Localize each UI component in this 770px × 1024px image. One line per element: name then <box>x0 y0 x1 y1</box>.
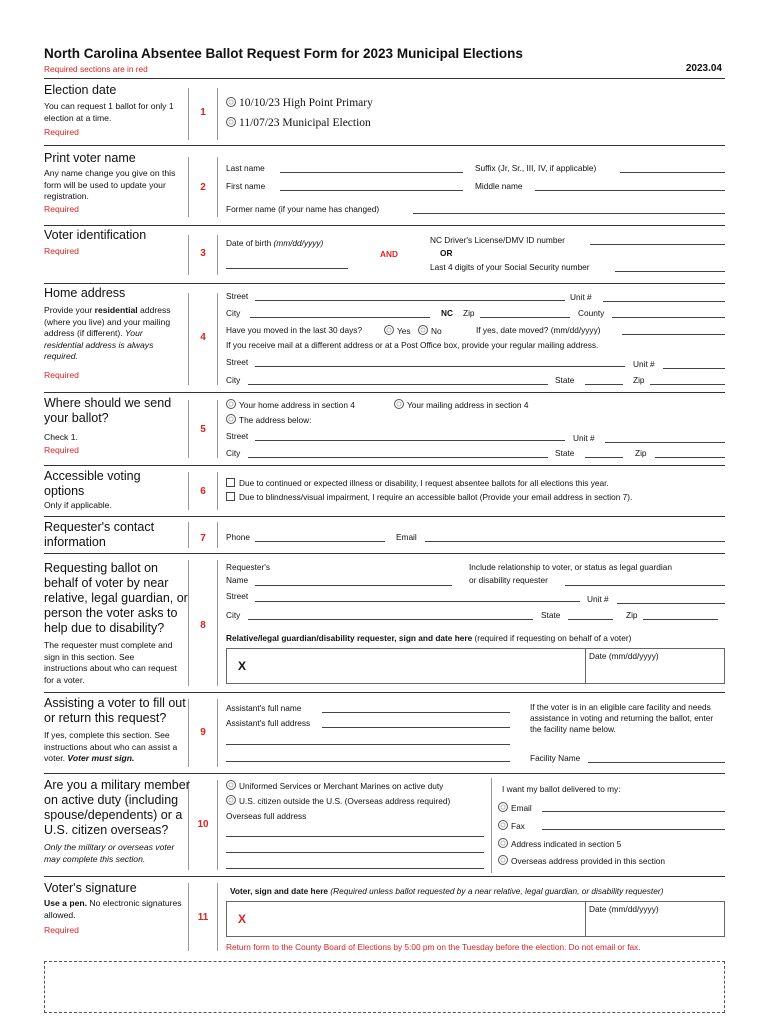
mailing-unit-field[interactable] <box>663 368 725 369</box>
radio-icon <box>226 97 236 107</box>
required-label: Required <box>44 925 79 935</box>
section-description: Only the military or overseas voter may complete this section. <box>44 842 175 864</box>
divider <box>44 516 725 517</box>
zip-field[interactable] <box>643 619 718 620</box>
radio-icon <box>226 414 236 424</box>
city-label: City <box>226 610 241 620</box>
section-title: Voter identification <box>44 228 147 242</box>
mailing-zip-label: Zip <box>633 375 645 385</box>
deliver-overseas-option[interactable]: Overseas address provided in this section <box>498 855 665 867</box>
unit-label: Unit # <box>570 292 592 302</box>
city-field[interactable] <box>248 619 533 620</box>
deliver-email-field[interactable] <box>542 811 725 812</box>
section-number: 7 <box>200 533 206 544</box>
radio-icon <box>498 838 508 848</box>
radio-icon <box>226 399 236 409</box>
signature-x: X <box>238 659 247 673</box>
state-field[interactable] <box>585 457 623 458</box>
election-option-2[interactable] <box>226 117 371 129</box>
zip-label: Zip <box>626 610 638 620</box>
divider <box>44 78 725 79</box>
send-mailing-option[interactable]: Your mailing address in section 4 <box>394 399 528 411</box>
divider <box>44 225 725 226</box>
section-number: 4 <box>200 332 206 343</box>
section-number: 11 <box>197 912 209 923</box>
overseas-address-field-3[interactable] <box>226 868 484 869</box>
section-title: Requester's contact information <box>44 520 155 549</box>
assistant-address-field-2[interactable] <box>226 744 510 745</box>
first-name-label: First name <box>226 181 266 191</box>
section-description: Only if applicable. <box>44 500 112 510</box>
section-title: Print voter name <box>44 151 136 165</box>
email-field[interactable] <box>425 541 725 542</box>
date-label: Date (mm/dd/yyyy) <box>589 904 659 914</box>
street-label: Street <box>226 431 249 441</box>
deliver-fax-option[interactable]: Fax <box>498 820 525 832</box>
divider <box>44 876 725 877</box>
facility-field[interactable] <box>588 762 725 763</box>
unit-label: Unit # <box>573 433 595 443</box>
checkbox-icon <box>226 492 235 501</box>
option-label: 10/10/23 High Point Primary <box>239 97 373 109</box>
former-name-label: Former name (if your name has changed) <box>226 204 380 214</box>
mailing-city-label: City <box>226 375 241 385</box>
radio-icon <box>226 117 236 127</box>
unit-field[interactable] <box>617 603 725 604</box>
state-nc: NC <box>441 308 453 318</box>
section-description: If yes, complete this section. See instructions about who can assist a voter. Voter must sign. <box>44 730 178 763</box>
relationship-label-2: or disability requester <box>469 575 548 585</box>
license-label: NC Driver's License/DMV ID number <box>430 235 565 245</box>
city-label: City <box>226 448 241 458</box>
required-note: Required sections are in red <box>44 64 148 74</box>
mailing-unit-label: Unit # <box>633 359 655 369</box>
street-field[interactable] <box>255 440 565 441</box>
section-number: 3 <box>200 248 206 259</box>
section-description: Check 1. <box>44 432 78 442</box>
section-title: Requesting ballot on behalf of voter by near relative, legal guardian, or person the voter asks to help due to disability? <box>44 561 188 635</box>
return-note: Return form to the County Board of Elections by 5:00 pm on the Tuesday before the election. Do not email or fax. <box>226 942 641 952</box>
assistant-address-field[interactable] <box>322 727 510 728</box>
state-label: State <box>541 610 561 620</box>
radio-icon <box>394 399 404 409</box>
unit-field[interactable] <box>603 301 725 302</box>
section-title: Assisting a voter to fill out or return this request? <box>44 696 186 725</box>
checkbox-icon <box>226 478 235 487</box>
ssn-field[interactable] <box>615 271 725 272</box>
street-label: Street <box>226 591 249 601</box>
deliver-email-option[interactable]: Email <box>498 802 532 814</box>
relationship-label: Include relationship to voter, or status as legal guardian <box>469 562 672 572</box>
section-title: Are you a military member on active duty (including spouse/dependents) or a U.S. citizen overseas? <box>44 778 190 837</box>
required-label: Required <box>44 445 79 455</box>
date-label: Date (mm/dd/yyyy) <box>589 651 659 661</box>
last-name-field[interactable] <box>280 172 463 173</box>
mailing-city-field[interactable] <box>248 384 548 385</box>
radio-icon <box>226 795 236 805</box>
send-below-option[interactable]: The address below: <box>226 414 311 426</box>
section-description: Any name change you give on this form will be used to update your registration. <box>44 168 176 201</box>
radio-icon <box>498 855 508 865</box>
requester-name-field[interactable] <box>255 585 452 586</box>
assistant-name-field[interactable] <box>322 712 510 713</box>
facility-note: If the voter is in an eligible care facility and needs assistance in voting and returning the ballot, enter the facility name below. <box>530 702 714 734</box>
deliver-address-option[interactable]: Address indicated in section 5 <box>498 838 621 850</box>
section-number: 8 <box>200 620 206 631</box>
section-title: Election date <box>44 83 117 97</box>
section-title: Where should we send your ballot? <box>44 396 172 425</box>
relationship-field[interactable] <box>565 585 725 586</box>
state-field[interactable] <box>568 619 613 620</box>
divider <box>44 692 725 693</box>
moved-date-field[interactable] <box>622 334 725 335</box>
unit-label: Unit # <box>587 594 609 604</box>
zip-field[interactable] <box>655 457 725 458</box>
accessible-option-1[interactable]: Due to continued or expected illness or disability, I request absentee ballots for all elections this year. <box>226 478 609 489</box>
section-number: 10 <box>197 819 209 830</box>
radio-icon <box>498 802 508 812</box>
section-description: The requester must complete and sign in this section. See instructions about who can request for a voter. <box>44 640 177 685</box>
former-name-field[interactable] <box>413 213 725 214</box>
mailing-street-field[interactable] <box>255 366 625 367</box>
section-number: 6 <box>200 486 206 497</box>
suffix-label: Suffix (Jr, Sr., III, IV, if applicable) <box>475 163 597 173</box>
citizen-option[interactable]: U.S. citizen outside the U.S. (Overseas address required) <box>226 795 450 807</box>
section-description: You can request 1 ballot for only 1 election at a time. <box>44 101 174 123</box>
and-label: AND <box>380 249 398 259</box>
overseas-address-field[interactable] <box>226 836 484 837</box>
zip-label: Zip <box>463 308 475 318</box>
requester-sign-instruction: Relative/legal guardian/disability requester, sign and date here (required if requesting on behalf of a voter) <box>226 633 632 643</box>
radio-icon <box>418 325 428 335</box>
phone-field[interactable] <box>255 541 385 542</box>
ssn-label: Last 4 digits of your Social Security number <box>430 262 590 272</box>
assistant-name-label: Assistant's full name <box>226 703 302 713</box>
divider <box>44 465 725 466</box>
first-name-field[interactable] <box>280 190 463 191</box>
overseas-address-field-2[interactable] <box>226 852 484 853</box>
requester-name-label-1: Requester's <box>226 562 271 572</box>
middle-name-field[interactable] <box>535 190 725 191</box>
email-label: Email <box>396 532 417 542</box>
section-number: 9 <box>200 727 206 738</box>
section-description: Use a pen. No electronic signatures allowed. <box>44 898 182 920</box>
city-field[interactable] <box>248 457 548 458</box>
option-label: 11/07/23 Municipal Election <box>239 117 371 129</box>
section-number: 2 <box>200 182 206 193</box>
deliver-label: I want my ballot delivered to my: <box>502 784 621 794</box>
divider <box>44 553 725 554</box>
divider <box>44 145 725 146</box>
deliver-fax-field[interactable] <box>542 829 725 830</box>
middle-name-label: Middle name <box>475 181 523 191</box>
accessible-option-2[interactable]: Due to blindness/visual impairment, I require an accessible ballot (Provide your email address in section 7). <box>226 492 632 503</box>
overseas-address-label: Overseas full address <box>226 811 307 821</box>
moved-no[interactable]: No <box>418 325 442 337</box>
county-field[interactable] <box>612 317 725 318</box>
moved-yes[interactable]: Yes <box>384 325 411 337</box>
suffix-field[interactable] <box>620 172 725 173</box>
form-version: 2023.04 <box>685 63 722 74</box>
required-label: Required <box>44 370 79 380</box>
radio-icon <box>226 780 236 790</box>
office-use-box <box>44 961 725 1013</box>
required-label: Required <box>44 204 79 214</box>
signature-x: X <box>238 912 247 926</box>
last-name-label: Last name <box>226 163 265 173</box>
required-label: Required <box>44 127 79 137</box>
moved-label: Have you moved in the last 30 days? <box>226 325 363 335</box>
mailing-state-field[interactable] <box>585 384 623 385</box>
divider <box>491 778 492 873</box>
street-field[interactable] <box>255 300 565 301</box>
section-title: Accessible voting options <box>44 469 141 498</box>
section-title: Voter's signature <box>44 881 137 895</box>
section-description: Provide your residential address (where you live) and your mailing address (if different). Your residential address is always required. <box>44 305 171 361</box>
street-field[interactable] <box>255 601 580 602</box>
assistant-address-label: Assistant's full address <box>226 718 311 728</box>
section-title: Home address <box>44 286 126 300</box>
phone-label: Phone <box>226 532 250 542</box>
zip-field[interactable] <box>480 317 570 318</box>
mailing-street-label: Street <box>226 357 249 367</box>
or-label: OR <box>440 248 453 258</box>
city-field[interactable] <box>250 317 430 318</box>
section-number: 1 <box>200 107 206 118</box>
dob-label: Date of birth (mm/dd/yyyy) <box>226 238 324 248</box>
facility-label: Facility Name <box>530 753 581 763</box>
city-label: City <box>226 308 241 318</box>
radio-icon <box>384 325 394 335</box>
mailing-zip-field[interactable] <box>650 384 725 385</box>
requester-name-label-2: Name <box>226 575 249 585</box>
radio-icon <box>498 820 508 830</box>
send-home-option[interactable]: Your home address in section 4 <box>226 399 355 411</box>
divider <box>44 392 725 393</box>
voter-sign-instruction: Voter, sign and date here (Required unless ballot requested by a near relative, legal guardian, or disability requester) <box>230 886 664 896</box>
zip-label: Zip <box>635 448 647 458</box>
divider <box>44 283 725 284</box>
state-label: State <box>555 448 575 458</box>
required-label: Required <box>44 246 79 256</box>
mailing-state-label: State <box>555 375 575 385</box>
mail-note: If you receive mail at a different address or at a Post Office box, provide your regular mailing address. <box>226 340 599 350</box>
uniformed-option[interactable]: Uniformed Services or Merchant Marines on active duty <box>226 780 443 792</box>
divider <box>44 773 725 774</box>
page-title: North Carolina Absentee Ballot Request Form for 2023 Municipal Elections <box>44 46 523 61</box>
county-label: County <box>578 308 605 318</box>
license-field[interactable] <box>590 244 725 245</box>
section-number: 5 <box>200 424 206 435</box>
moved-date-label: If yes, date moved? (mm/dd/yyyy) <box>476 325 601 335</box>
assistant-address-field-3[interactable] <box>226 761 510 762</box>
election-option-1[interactable] <box>226 97 373 109</box>
street-label: Street <box>226 291 249 301</box>
dob-field[interactable] <box>226 268 348 269</box>
unit-field[interactable] <box>605 442 725 443</box>
